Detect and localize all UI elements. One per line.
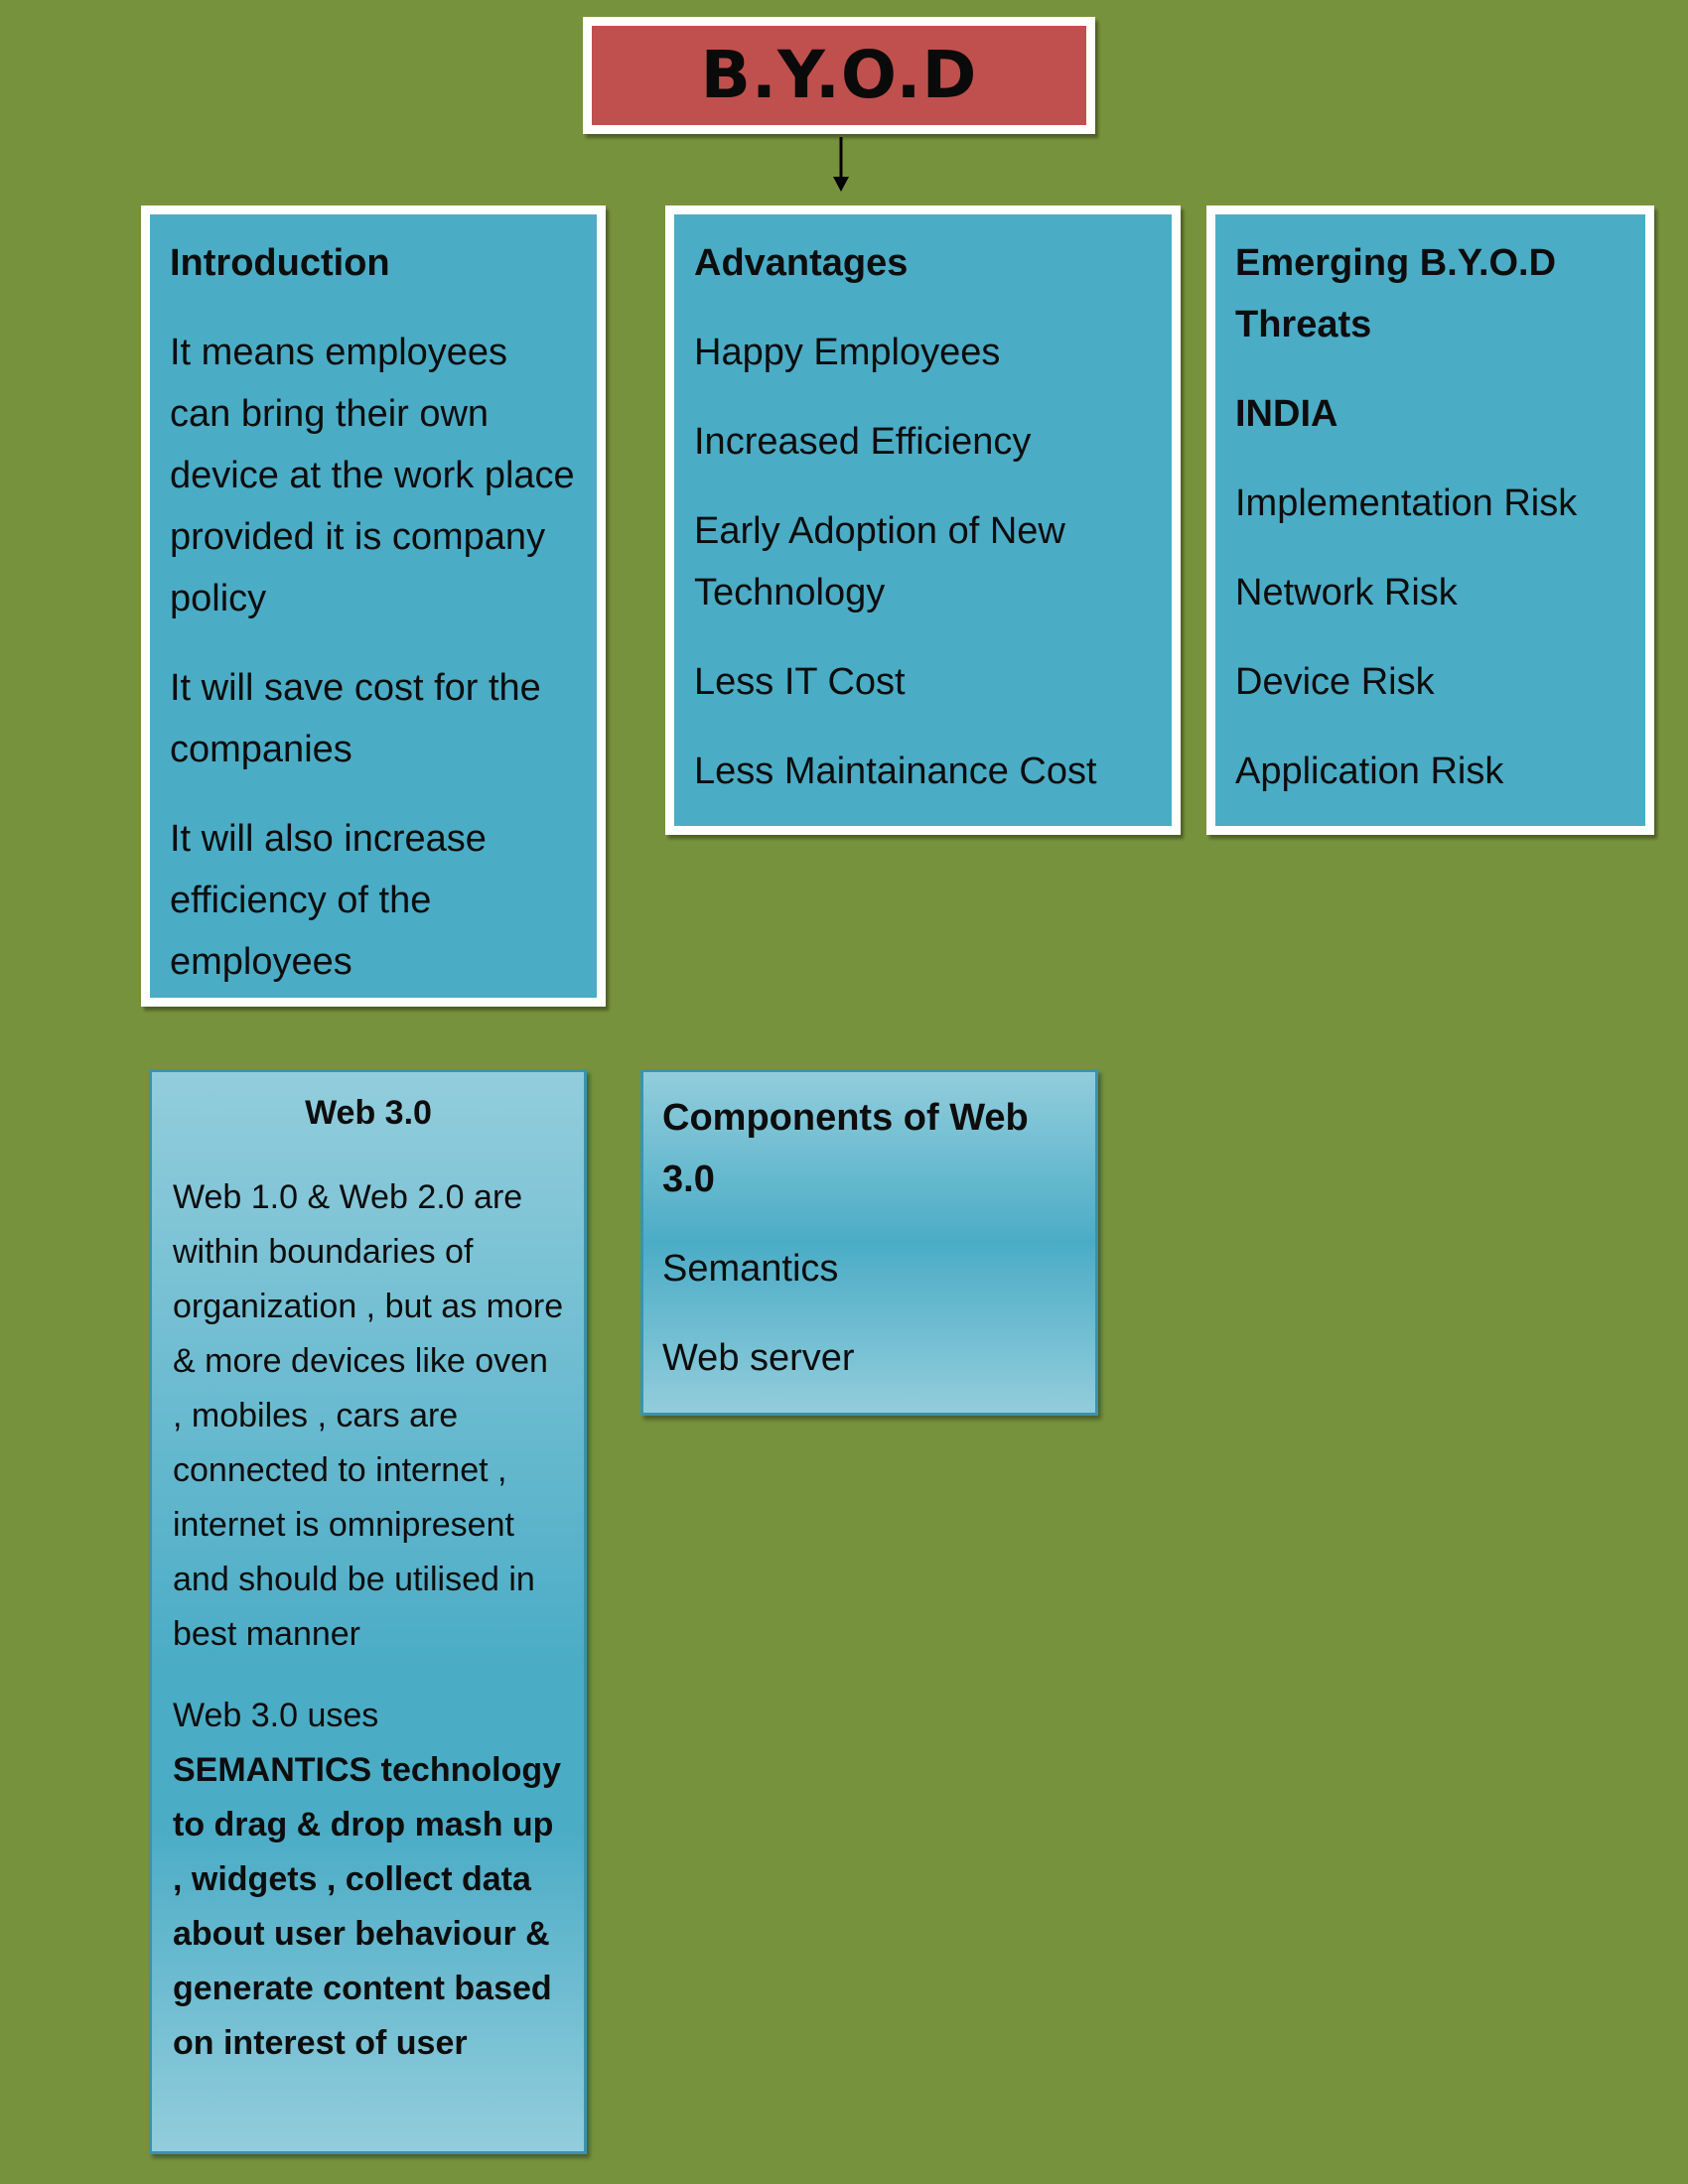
introduction-item: It will save cost for the companies bbox=[170, 667, 541, 770]
web3-paragraph-2 bbox=[173, 1689, 564, 2071]
advantages-item: Less IT Cost bbox=[694, 661, 906, 703]
title-box bbox=[583, 17, 1095, 134]
web3-paragraph-2-plain: Web 3.0 uses bbox=[173, 1697, 379, 1734]
components-item: Semantics bbox=[662, 1248, 839, 1290]
threats-item: Application Risk bbox=[1235, 751, 1504, 792]
diagram-title: B.Y.O.D bbox=[700, 37, 978, 113]
web3-paragraph: Web 1.0 & Web 2.0 are within boundaries of organization , but as more & more devices like oven , mobiles , cars are connected to internet , internet is omnipresent and should be utilised in best manner bbox=[173, 1178, 564, 1653]
threats-subheading: INDIA bbox=[1235, 393, 1338, 435]
threats-item: Implementation Risk bbox=[1235, 482, 1578, 524]
advantages-item: Less Maintainance Cost bbox=[694, 751, 1097, 792]
advantages-item: Early Adoption of New Technology bbox=[694, 510, 1065, 614]
threats-card bbox=[1206, 205, 1654, 835]
introduction-item: It will also increase efficiency of the employees bbox=[170, 818, 487, 983]
advantages-item: Happy Employees bbox=[694, 332, 1001, 373]
advantages-heading: Advantages bbox=[694, 242, 909, 284]
introduction-card bbox=[141, 205, 606, 1007]
threats-heading: Emerging B.Y.O.D Threats bbox=[1235, 242, 1557, 345]
threats-item: Network Risk bbox=[1235, 572, 1458, 614]
threats-item: Device Risk bbox=[1235, 661, 1435, 703]
advantages-card bbox=[665, 205, 1181, 835]
components-item: Web server bbox=[662, 1337, 855, 1379]
web3-paragraph-2-bold: SEMANTICS technology to drag & drop mash up , widgets , collect data about user behaviour & generate content based on interest of user bbox=[173, 1751, 562, 2062]
introduction-item: It means employees can bring their own device at the work place provided it is company policy bbox=[170, 332, 575, 619]
web3-heading: Web 3.0 bbox=[305, 1094, 432, 1132]
components-heading: Components of Web 3.0 bbox=[662, 1097, 1029, 1200]
web3-card bbox=[149, 1069, 587, 2154]
components-card bbox=[640, 1069, 1098, 1416]
introduction-heading: Introduction bbox=[170, 242, 390, 284]
advantages-item: Increased Efficiency bbox=[694, 421, 1032, 463]
